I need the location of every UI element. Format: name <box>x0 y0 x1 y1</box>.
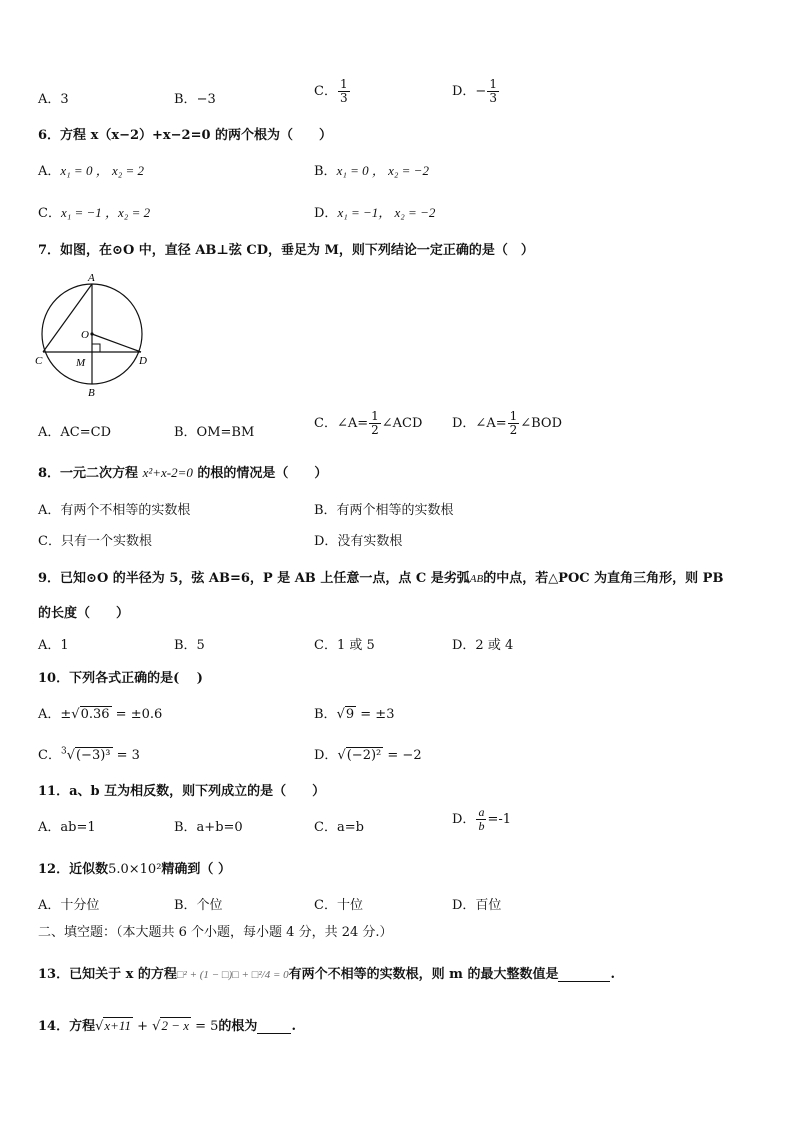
option-letter: B． <box>174 92 197 107</box>
q7-option-c[interactable] <box>314 410 422 437</box>
sqrt-sign: √ <box>71 707 80 722</box>
option-value: 3 <box>60 92 69 107</box>
q12-option-b[interactable]: B．个位 <box>174 898 223 913</box>
radicand: 0.36 <box>80 707 110 722</box>
sqrt-sign: √ <box>337 748 346 763</box>
fraction: $\frac{1}{3}$ <box>489 77 497 105</box>
q11-option-a[interactable]: A．ab=1 <box>38 820 96 835</box>
q6-stem: 6．方程 x（x−2）+x−2=0 的两个根为（ ） <box>38 128 333 143</box>
label-m: M <box>76 357 86 369</box>
q6-option-a[interactable] <box>38 160 144 179</box>
q12-option-c[interactable]: C．十位 <box>314 898 363 913</box>
q7-option-d[interactable] <box>452 410 562 437</box>
equation-image: □² + (1 − □)□ + □²/4 = 0 <box>176 969 289 981</box>
fraction: $\frac{a}{b}$ <box>478 805 485 833</box>
q5-option-a[interactable] <box>38 88 69 107</box>
option-letter: D． <box>314 206 338 221</box>
q9-option-a[interactable]: A．1 <box>38 638 69 653</box>
q11-stem: 11．a、b 互为相反数，则下列成立的是（ ） <box>38 784 326 799</box>
center-dot <box>90 332 93 335</box>
q11-option-d[interactable] <box>452 806 511 833</box>
right-angle-mark <box>92 344 100 352</box>
q5-option-b[interactable] <box>174 88 216 107</box>
q13-stem: 13．已知关于 x 的方程□² + (1 − □)□ + □²/4 = 0有两个不相等的实数根，则 m 的最大整数值是 . <box>38 967 615 982</box>
q9-option-b[interactable]: B．5 <box>174 638 205 653</box>
option-tail: = ±0.6 <box>111 707 163 722</box>
label-c: C <box>35 355 43 367</box>
option-letter: C． <box>314 84 337 99</box>
label-o: O <box>81 329 89 341</box>
q11-option-b[interactable]: B．a+b=0 <box>174 820 243 835</box>
q10-option-c[interactable] <box>38 744 140 763</box>
fraction: $\frac{1}{2}$ <box>371 409 379 437</box>
option-tail: = −2 <box>383 748 422 763</box>
label-d: D <box>139 355 147 367</box>
option-tail: = ±3 <box>356 707 395 722</box>
q12-stem: 12．近似数5.0×10²精确到（ ） <box>38 862 231 877</box>
q10-option-b[interactable] <box>314 703 394 722</box>
sqrt-sign: √ <box>336 707 345 722</box>
option-letter: C． <box>38 748 61 763</box>
option-letter: A． <box>38 92 61 107</box>
q10-option-a[interactable] <box>38 703 162 722</box>
equation: √x+11 + √2 − x = 5 <box>95 1018 219 1034</box>
q9-option-c[interactable]: C．1 或 5 <box>314 638 375 653</box>
radicand: (−2)² <box>346 748 382 763</box>
option-tail: =-1 <box>487 812 511 827</box>
q5-option-d[interactable] <box>452 78 500 105</box>
answer-blank[interactable] <box>257 1019 291 1034</box>
q7-option-a[interactable]: A．AC=CD <box>38 425 111 440</box>
q10-option-d[interactable] <box>314 744 422 763</box>
option-letter: C． <box>38 206 61 221</box>
option-value: −3 <box>196 92 216 107</box>
q12-option-a[interactable]: A．十分位 <box>38 898 100 913</box>
fraction: $\frac{1}{3}$ <box>339 77 348 105</box>
option-letter: D．− <box>452 84 487 99</box>
option-value: x₁ = −1， x₂ = −2 <box>337 205 436 220</box>
q8-option-a[interactable]: A．有两个不相等的实数根 <box>38 503 191 518</box>
option-tail: = 3 <box>112 748 140 763</box>
q7-circle-figure <box>34 268 154 400</box>
q8-option-b[interactable]: B．有两个相等的实数根 <box>314 503 454 518</box>
option-letter: D． <box>314 748 338 763</box>
option-letter: B． <box>314 164 337 179</box>
radicand: 9 <box>345 707 355 722</box>
q12-option-d[interactable]: D．百位 <box>452 898 502 913</box>
q7-option-b[interactable]: B．OM=BM <box>174 425 255 440</box>
equation: x²+x-2=0 <box>142 465 193 480</box>
option-tail: ∠ACD <box>381 416 423 431</box>
q5-option-c[interactable] <box>314 78 351 105</box>
q6-option-d[interactable] <box>314 202 435 221</box>
option-letter: C．∠A= <box>314 416 369 431</box>
arc-ab: AB <box>469 573 484 585</box>
option-value: x₁ = 0 ， x₂ = −2 <box>336 163 429 178</box>
q6-option-c[interactable] <box>38 202 150 221</box>
option-letter: D． <box>452 812 476 827</box>
option-letter: A． <box>38 164 61 179</box>
section-title: 二、填空题：（本大题共 6 个小题，每小题 4 分，共 24 分.） <box>38 925 393 940</box>
q6-option-b[interactable] <box>314 160 429 179</box>
q9-stem-line1: 9．已知⊙O 的半径为 5，弦 AB=6，P 是 AB 上任意一点，点 C 是劣弧AB的中点，若△POC 为直角三角形，则 PB <box>38 571 724 586</box>
q8-option-d[interactable]: D．没有实数根 <box>314 534 403 549</box>
option-tail: ∠BOD <box>520 416 563 431</box>
option-value: x₁ = −1 ，x₂ = 2 <box>60 205 151 220</box>
root-index: 3 <box>60 746 67 757</box>
label-b: B <box>88 387 95 399</box>
option-letter: B． <box>314 707 337 722</box>
q10-stem: 10．下列各式正确的是( ) <box>38 671 203 686</box>
q7-stem: 7．如图，在⊙O 中，直径 AB⊥弦 CD，垂足为 M，则下列结论一定正确的是（ ） <box>38 243 534 258</box>
option-letter: D．∠A= <box>452 416 507 431</box>
q14-stem: 14．方程√x+11 + √2 − x = 5的根为 . <box>38 1018 296 1034</box>
label-a: A <box>88 272 95 284</box>
segment-ac <box>43 284 92 352</box>
segment-od <box>92 334 141 352</box>
answer-blank[interactable] <box>558 967 610 982</box>
sqrt-sign: √ <box>66 748 75 763</box>
q11-option-c[interactable]: C．a=b <box>314 820 364 835</box>
radicand: (−3)³ <box>75 748 111 763</box>
q8-option-c[interactable]: C．只有一个实数根 <box>38 534 152 549</box>
fraction: $\frac{1}{2}$ <box>509 409 518 437</box>
q8-stem: 8．一元二次方程 x²+x-2=0 的根的情况是（ ） <box>38 465 328 481</box>
option-letter: A．± <box>38 707 72 722</box>
q9-stem-line2: 的长度（ ） <box>38 606 130 621</box>
approx-number: 5.0×10² <box>108 862 162 877</box>
q9-option-d[interactable]: D．2 或 4 <box>452 638 514 653</box>
option-value: x₁ = 0 ， x₂ = 2 <box>60 163 145 178</box>
